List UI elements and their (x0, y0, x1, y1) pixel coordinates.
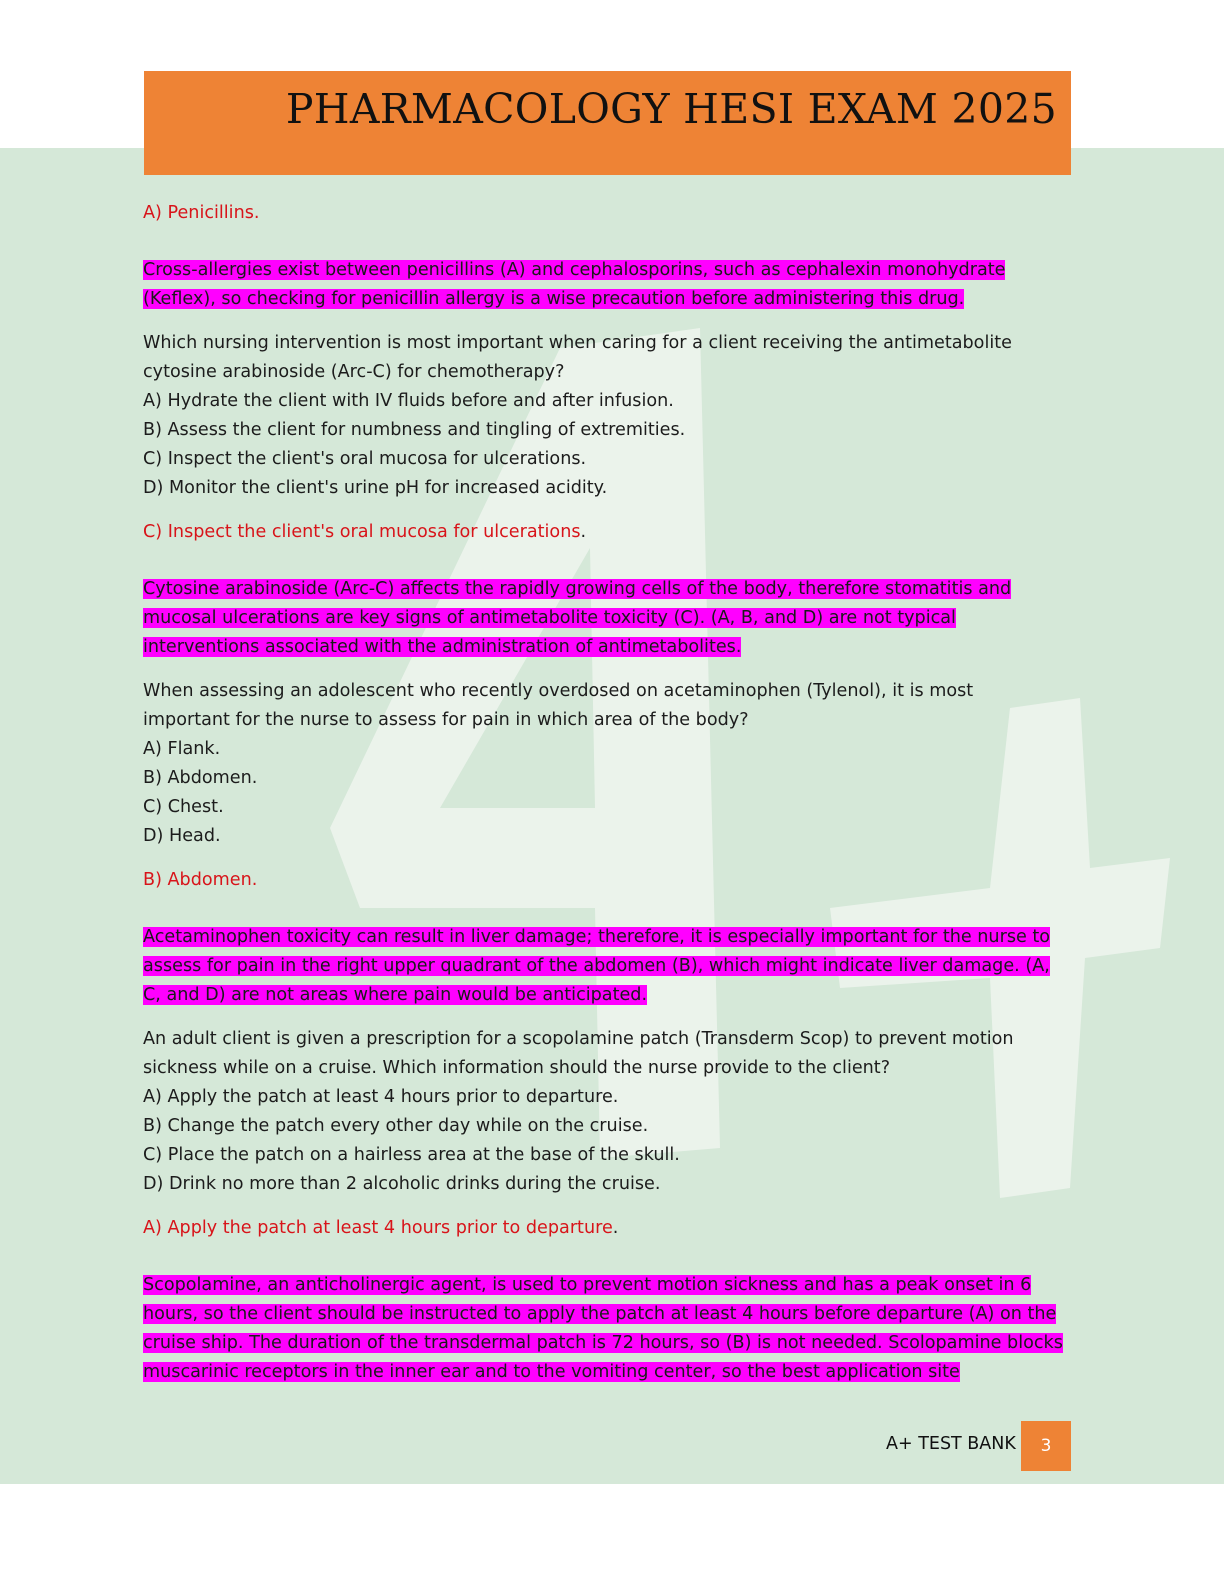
option-line: D) Head. (143, 826, 221, 846)
option-line: C) Inspect the client's oral mucosa for ulcerations. (143, 449, 587, 469)
question-line: Which nursing intervention is most important when caring for a client receiving the antimetabolite (143, 333, 1012, 353)
header-bar (144, 71, 1071, 175)
explanation-paragraph: Scopolamine, an anticholinergic agent, is used to prevent motion sickness and has a peak onset in 6 hours, so the client should be instructed to apply the patch at least 4 hours before departure (A) on the cruise ship. The duration of the transdermal patch is 72 hours, so (B) is not needed. Scolopamine blocks muscarinic receptors in the inner ear and to the vomiting center, so the best application site (143, 1275, 1063, 1382)
question-line: An adult client is given a prescription for a scopolamine patch (Transderm Scop) to prevent motion (143, 1029, 1014, 1049)
page-title: PHARMACOLOGY HESI EXAM 2025 (285, 85, 1057, 133)
question-block (143, 1025, 1068, 1199)
page-number: 3 (1021, 1421, 1071, 1471)
answer-line: C) Inspect the client's oral mucosa for ulcerations. (143, 522, 587, 542)
option-line: A) Apply the patch at least 4 hours prior to departure. (143, 1087, 619, 1107)
option-line: A) Flank. (143, 739, 221, 759)
question-block (143, 329, 1068, 503)
explanation-paragraph: Cytosine arabinoside (Arc-C) affects the rapidly growing cells of the body, therefore stomatitis and mucosal ulcerations are key signs of antimetabolite toxicity (C). (A, B, and D) are not typical interventions associated with the administration of antimetabolites. (143, 579, 1012, 657)
question-line: When assessing an adolescent who recently overdosed on acetaminophen (Tylenol), it is most (143, 681, 974, 701)
option-line: B) Assess the client for numbness and tingling of extremities. (143, 420, 686, 440)
question-line: cytosine arabinoside (Arc-C) for chemotherapy? (143, 362, 565, 382)
option-line: A) Hydrate the client with IV fluids before and after infusion. (143, 391, 674, 411)
option-line: C) Place the patch on a hairless area at the base of the skull. (143, 1145, 680, 1165)
answer-line: A) Penicillins. (143, 203, 260, 223)
answer-line: A) Apply the patch at least 4 hours prior to departure. (143, 1218, 619, 1238)
question-line: sickness while on a cruise. Which information should the nurse provide to the client? (143, 1058, 891, 1078)
footer-label: A+ TEST BANK (886, 1434, 1016, 1454)
explanation-paragraph: Acetaminophen toxicity can result in liver damage; therefore, it is especially important for the nurse to assess for pain in the right upper quadrant of the abdomen (B), which might indicate liver damage. (A, C, and D) are not areas where pain would be anticipated. (143, 927, 1051, 1005)
answer-line: B) Abdomen. (143, 870, 258, 890)
option-line: B) Change the patch every other day while on the cruise. (143, 1116, 649, 1136)
option-line: D) Drink no more than 2 alcoholic drinks during the cruise. (143, 1174, 661, 1194)
option-line: D) Monitor the client's urine pH for increased acidity. (143, 478, 608, 498)
explanation-paragraph: Cross-allergies exist between penicillins (A) and cephalosporins, such as cephalexin monohydrate (Keflex), so checking for penicillin allergy is a wise precaution before administering this drug. (143, 260, 1006, 309)
question-line: important for the nurse to assess for pain in which area of the body? (143, 710, 749, 730)
option-line: B) Abdomen. (143, 768, 258, 788)
option-line: C) Chest. (143, 797, 224, 817)
question-block (143, 677, 1068, 851)
document-body (143, 199, 1068, 1402)
